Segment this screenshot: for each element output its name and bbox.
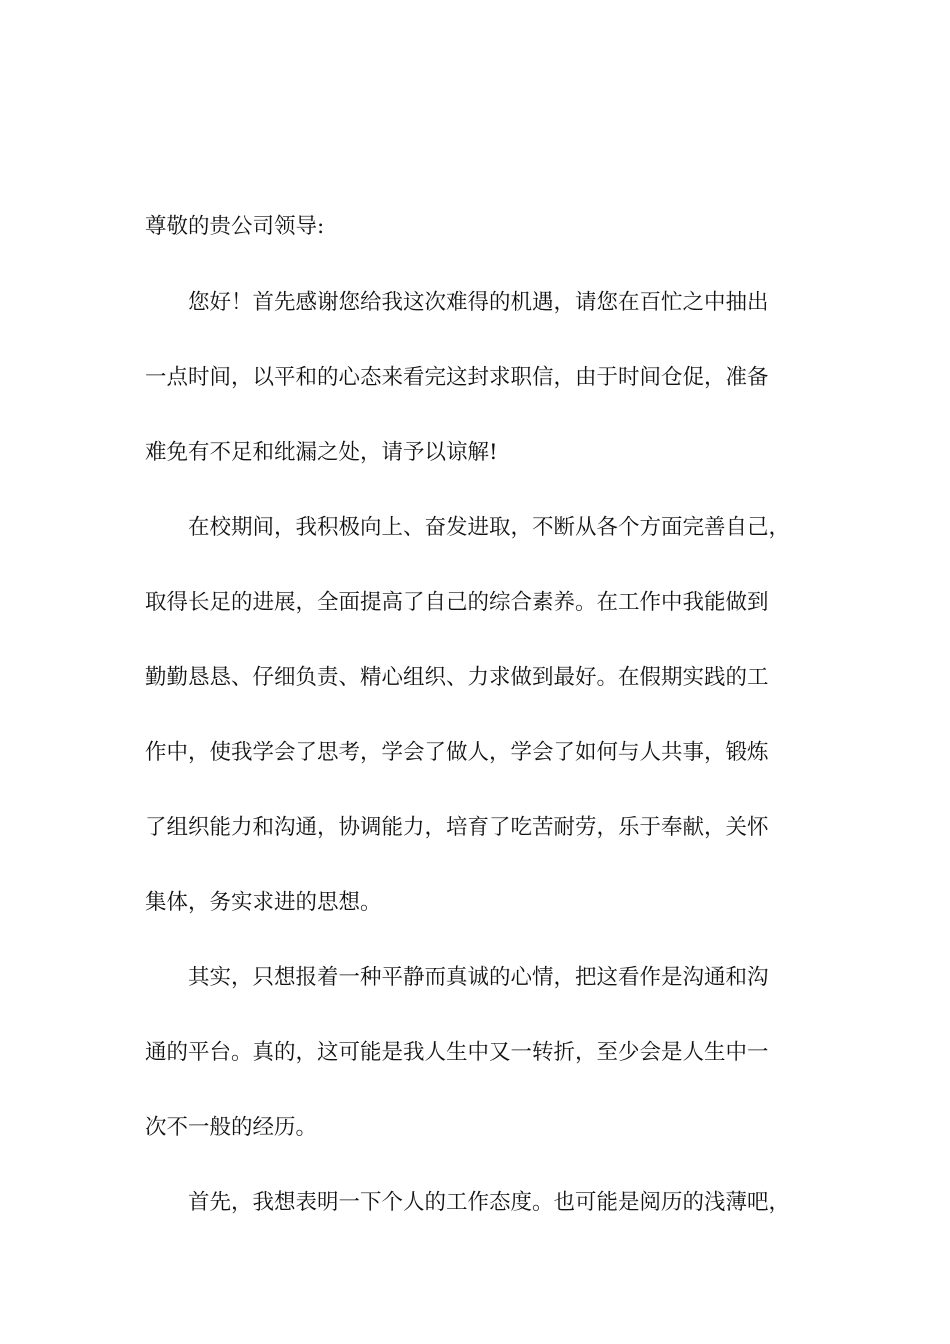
paragraph-line: 取得长足的进展，全面提高了自己的综合素养。在工作中我能做到 bbox=[145, 590, 769, 615]
paragraph-line: 了组织能力和沟通，协调能力，培育了吃苦耐劳，乐于奉献，关怀 bbox=[145, 815, 769, 840]
paragraph-line: 集体，务实求进的思想。 bbox=[145, 890, 382, 915]
paragraph-line: 在校期间，我积极向上、奋发进取，不断从各个方面完善自己， bbox=[188, 515, 791, 540]
paragraph-line: 次不一般的经历。 bbox=[145, 1115, 318, 1140]
salutation: 尊敬的贵公司领导: bbox=[145, 214, 325, 239]
paragraph-line: 勤勤恳恳、仔细负责、精心组织、力求做到最好。在假期实践的工 bbox=[145, 665, 769, 690]
paragraph-line: 其实，只想报着一种平静而真诚的心情，把这看作是沟通和沟 bbox=[188, 965, 769, 990]
paragraph-line: 首先，我想表明一下个人的工作态度。也可能是阅历的浅薄吧， bbox=[188, 1190, 791, 1215]
paragraph-line: 通的平台。真的，这可能是我人生中又一转折，至少会是人生中一 bbox=[145, 1040, 769, 1065]
paragraph-line: 作中，使我学会了思考，学会了做人，学会了如何与人共事，锻炼 bbox=[145, 740, 769, 765]
paragraph-line: 一点时间，以平和的心态来看完这封求职信，由于时间仓促，准备 bbox=[145, 365, 769, 390]
paragraph-line: 您好！首先感谢您给我这次难得的机遇，请您在百忙之中抽出 bbox=[188, 290, 769, 315]
paragraph-line: 难免有不足和纰漏之处，请予以谅解! bbox=[145, 440, 498, 465]
